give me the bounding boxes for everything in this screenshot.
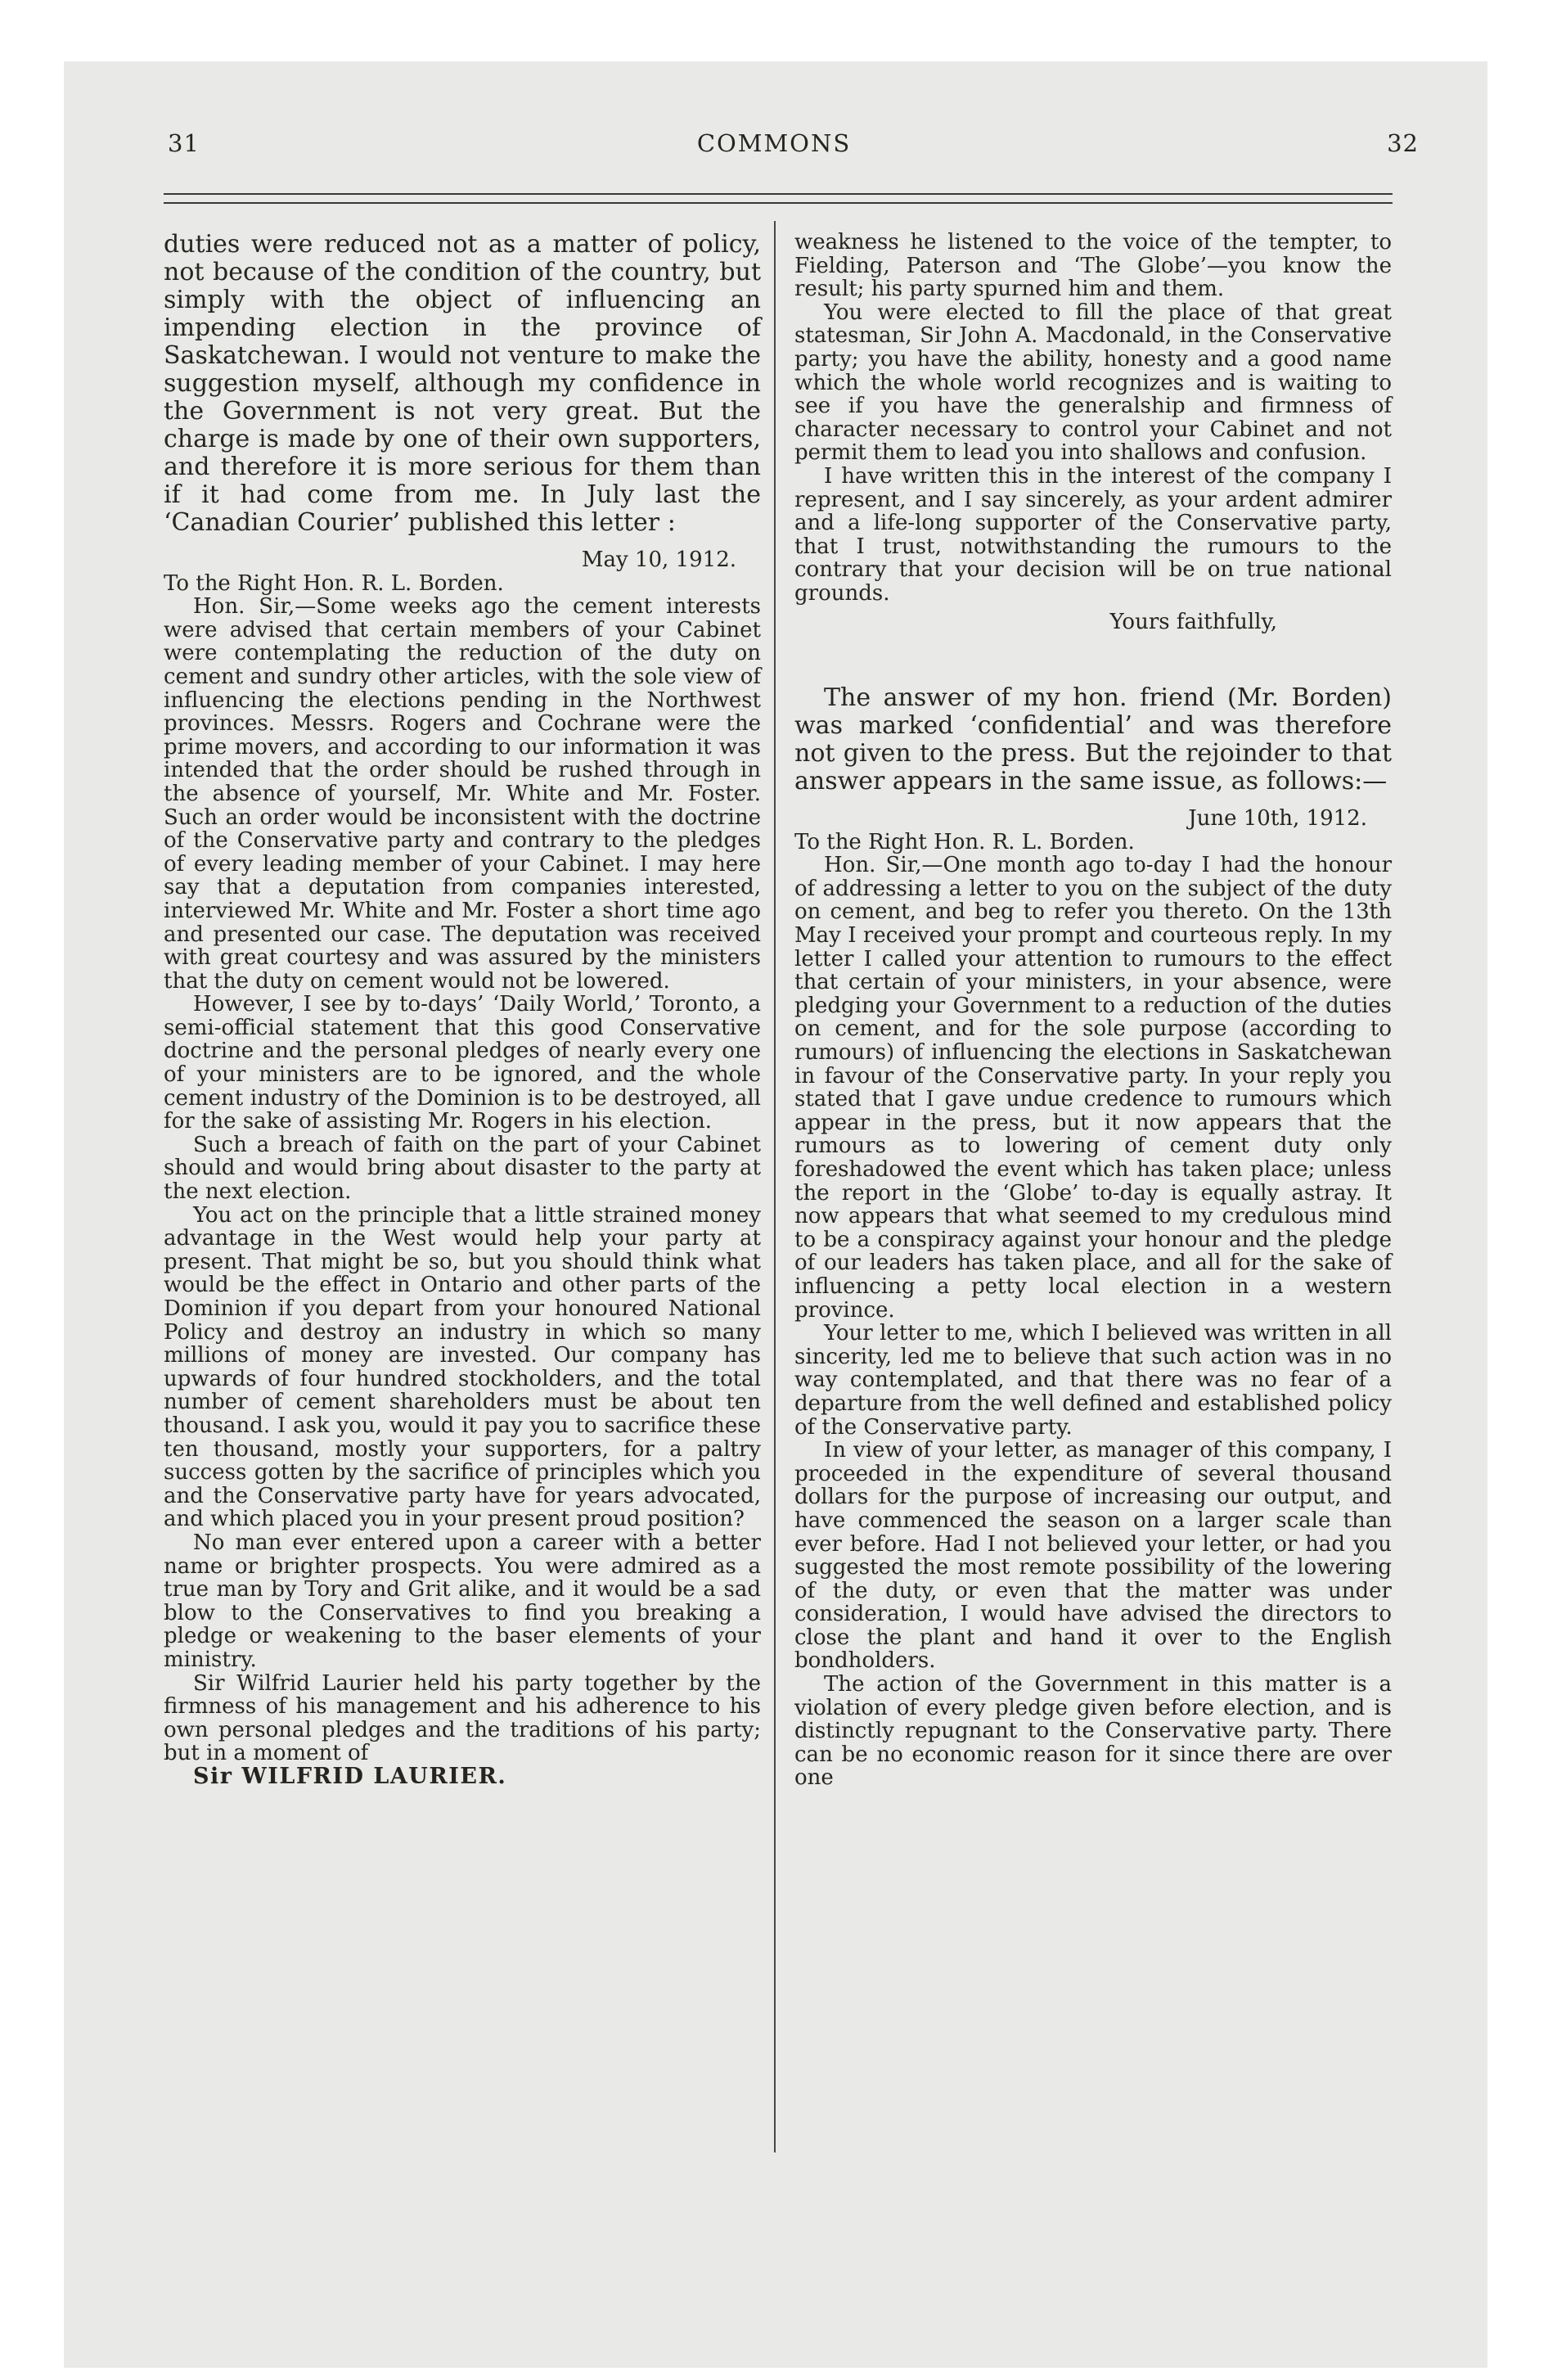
rejoinder-paragraph: Your letter to me, which I believed was written in all sincerity, led me to believe that such action was in no way contemplated, and that there was no fear of a departure from the well defined and established policy of the Conservative party. xyxy=(794,1321,1392,1440)
narrative-paragraph: The answer of my hon. friend (Mr. Borden) was marked ‘confidential’ and was therefore not given to the press. But the rejoinder to that answer appears in the same issue, as follows:— xyxy=(794,683,1392,796)
body-paragraph: duties were reduced not as a matter of policy, not because of the condition of the country, but simply with the object of influencing an impending election in the province of Saskatchewan. I would not venture to make the suggestion myself, although my confidence in the Government is not very great. But the charge is made by one of their own supporters, and therefore it is more serious for them than if it had come from me. In July last the ‘Canadian Courier’ published this letter : xyxy=(164,230,761,537)
rejoinder-paragraph: In view of your letter, as manager of this company, I proceeded in the expenditure of several thousand dollars for the purpose of increasing our output, and have commenced the season on a larger scale than ever before. Had I not believed your letter, or had you suggested the most remote possibility of the lowering of the duty, or even that the matter was under consideration, I would have advised the directors to close the plant and hand it over to the English bondholders. xyxy=(794,1438,1392,1674)
speaker-name: Sir WILFRID LAURIER. xyxy=(193,1763,507,1789)
letter-closing: Yours faithfully, xyxy=(1109,609,1277,634)
section-gap xyxy=(794,633,1392,684)
rejoinder-salutation: To the Right Hon. R. L. Borden. xyxy=(794,829,1135,854)
page-number-left: 31 xyxy=(168,129,200,157)
header-rule-right xyxy=(442,202,1393,204)
column-divider xyxy=(774,221,776,2152)
right-column xyxy=(794,231,1392,1790)
rejoinder-paragraph: The action of the Government in this matter is a violation of every pledge given before election, and is distinctly repugnant to the Conservative party. There can be no economic reason for it since there are over one xyxy=(794,1672,1392,1791)
rejoinder-paragraph: Hon. Sir,—One month ago to-day I had the honour of addressing a letter to you on the subject of the duty on cement, and beg to refer you thereto. On the 13th May I received your prompt and courteous reply. In my letter I called your attention to rumours to the effect that certain of your ministers, in your absence, were pledging your Government to a reduction of the duties on cement, and for the sole purpose (according to rumours) of influencing the elections in Saskatchewan in favour of the Conservative party. In your reply you stated that I gave undue credence to rumours which appear in the press, but it now appears that the rumours as to lowering of cement duty only foreshadowed the event which has taken place; unless the report in the ‘Globe’ to-day is equally astray. It now appears that what seemed to my credulous mind to be a conspiracy against your honour and the pledge of our leaders has taken place, and all for the sake of influencing a petty local election in a western province. xyxy=(794,853,1392,1323)
letter-date: May 10, 1912. xyxy=(581,548,736,572)
running-title: COMMONS xyxy=(696,129,852,157)
rejoinder-date: June 10th, 1912. xyxy=(1188,806,1367,832)
header-rule-top xyxy=(164,193,1393,195)
header-rule-left xyxy=(164,202,442,204)
letter-paragraph: Hon. Sir,—Some weeks ago the cement interests were advised that certain members of your Cabinet were contemplating the reduction of the duty on cement and sundry other articles, with the sole view of influencing the elections pending in the Northwest provinces. Messrs. Rogers and Cochrane were the prime movers, and according to our information it was intended that the order should be rushed through in the absence of yourself, Mr. White and Mr. Foster. Such an order would be inconsistent with the doctrine of the Conservative party and contrary to the pledges of every leading member of your Cabinet. I may here say that a deputation from companies interested, interviewed Mr. White and Mr. Foster a short time ago and presented our case. The deputation was received with great courtesy and was assured by the ministers that the duty on cement would not be lowered. xyxy=(164,594,761,994)
letter-salutation: To the Right Hon. R. L. Borden. xyxy=(164,570,504,596)
letter-paragraph: weakness he listened to the voice of the tempter, to Fielding, Paterson and ‘The Globe’—you know the result; his party spurned him and them. xyxy=(794,230,1392,302)
page-number-right: 32 xyxy=(1387,129,1419,157)
left-column xyxy=(164,231,761,1788)
letter-paragraph: No man ever entered upon a career with a better name or brighter prospects. You were admired as a true man by Tory and Grit alike, and it would be a sad blow to the Conservatives to find you breaking a pledge or weakening to the baser elements of your ministry. xyxy=(164,1530,761,1672)
letter-paragraph: You were elected to fill the place of that great statesman, Sir John A. Macdonald, in the Conservative party; you have the ability, honesty and a good name which the whole world recognizes and is waiting to see if you have the generalship and firmness of character necessary to control your Cabinet and not permit them to lead you into shallows and confusion. xyxy=(794,300,1392,466)
letter-paragraph: However, I see by to-days’ ‘Daily World,’ Toronto, a semi-official statement that this good Conservative doctrine and the personal pledges of nearly every one of your ministers are to be ignored, and the whole cement industry of the Dominion is to be destroyed, all for the sake of assisting Mr. Rogers in his election. xyxy=(164,992,761,1134)
letter-paragraph: You act on the principle that a little strained money advantage in the West would help your party at present. That might be so, but you should think what would be the effect in Ontario and other parts of the Dominion if you depart from your honoured National Policy and destroy an industry in which so many millions of money are invested. Our company has upwards of four hundred stockholders, and the total number of cement shareholders must be about ten thousand. I ask you, would it pay you to sacrifice these ten thousand, mostly your supporters, for a paltry success gotten by the sacrifice of principles which you and the Conservative party have for years advocated, and which placed you in your present proud position? xyxy=(164,1202,761,1532)
letter-paragraph: I have written this in the interest of the company I represent, and I say sincerely, as your ardent admirer and a life-long supporter of the Conservative party, that I trust, notwithstanding the rumours to the contrary that your decision will be on true national grounds. xyxy=(794,463,1392,606)
letter-paragraph: Such a breach of faith on the part of your Cabinet should and would bring about disaster to the party at the next election. xyxy=(164,1132,761,1205)
letter-paragraph: Sir Wilfrid Laurier held his party together by the firmness of his management and his adherence to his own personal pledges and the traditions of his party; but in a moment of xyxy=(164,1670,761,1766)
